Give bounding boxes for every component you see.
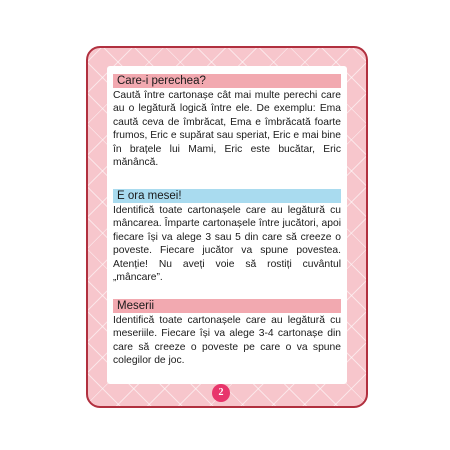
- section-title: Care-i perechea?: [113, 74, 341, 88]
- card-content: [107, 66, 347, 384]
- section-title: E ora mesei!: [113, 189, 341, 203]
- activity-card: [86, 46, 368, 408]
- section-e-ora-mesei: [113, 189, 341, 284]
- section-care-i-perechea: [113, 74, 341, 169]
- section-meserii: [113, 299, 341, 368]
- section-text: Identifică toate cartonașele care au legătură cu mâncarea. Împarte cartonașele între jucători, apoi fiecare își va alege 3 sau 5 din care să creeze o poveste. Fiecare jucător va spune povestea. Atenție! Nu aveți voie să rostiți cuvântul „mâncare”.: [113, 205, 341, 284]
- section-text: Caută între cartonașe cât mai multe perechi care au o legătură logică între ele. De exemplu: Ema caută ceva de îmbrăcat, Ema e îmbrăcată foarte frumos, Eric e supărat sau speriat, Eric e mai bine în brațele lui Mami, Eric este bucătar, Eric mănâncă.: [113, 90, 341, 169]
- section-text: Identifică toate cartonașele care au legătură cu meseriile. Fiecare își va alege 3-4 cartonașe din care să creeze o poveste pe care o va spune colegilor de joc.: [113, 315, 341, 367]
- page-number-badge: 2: [212, 384, 230, 402]
- section-title: Meserii: [113, 299, 341, 313]
